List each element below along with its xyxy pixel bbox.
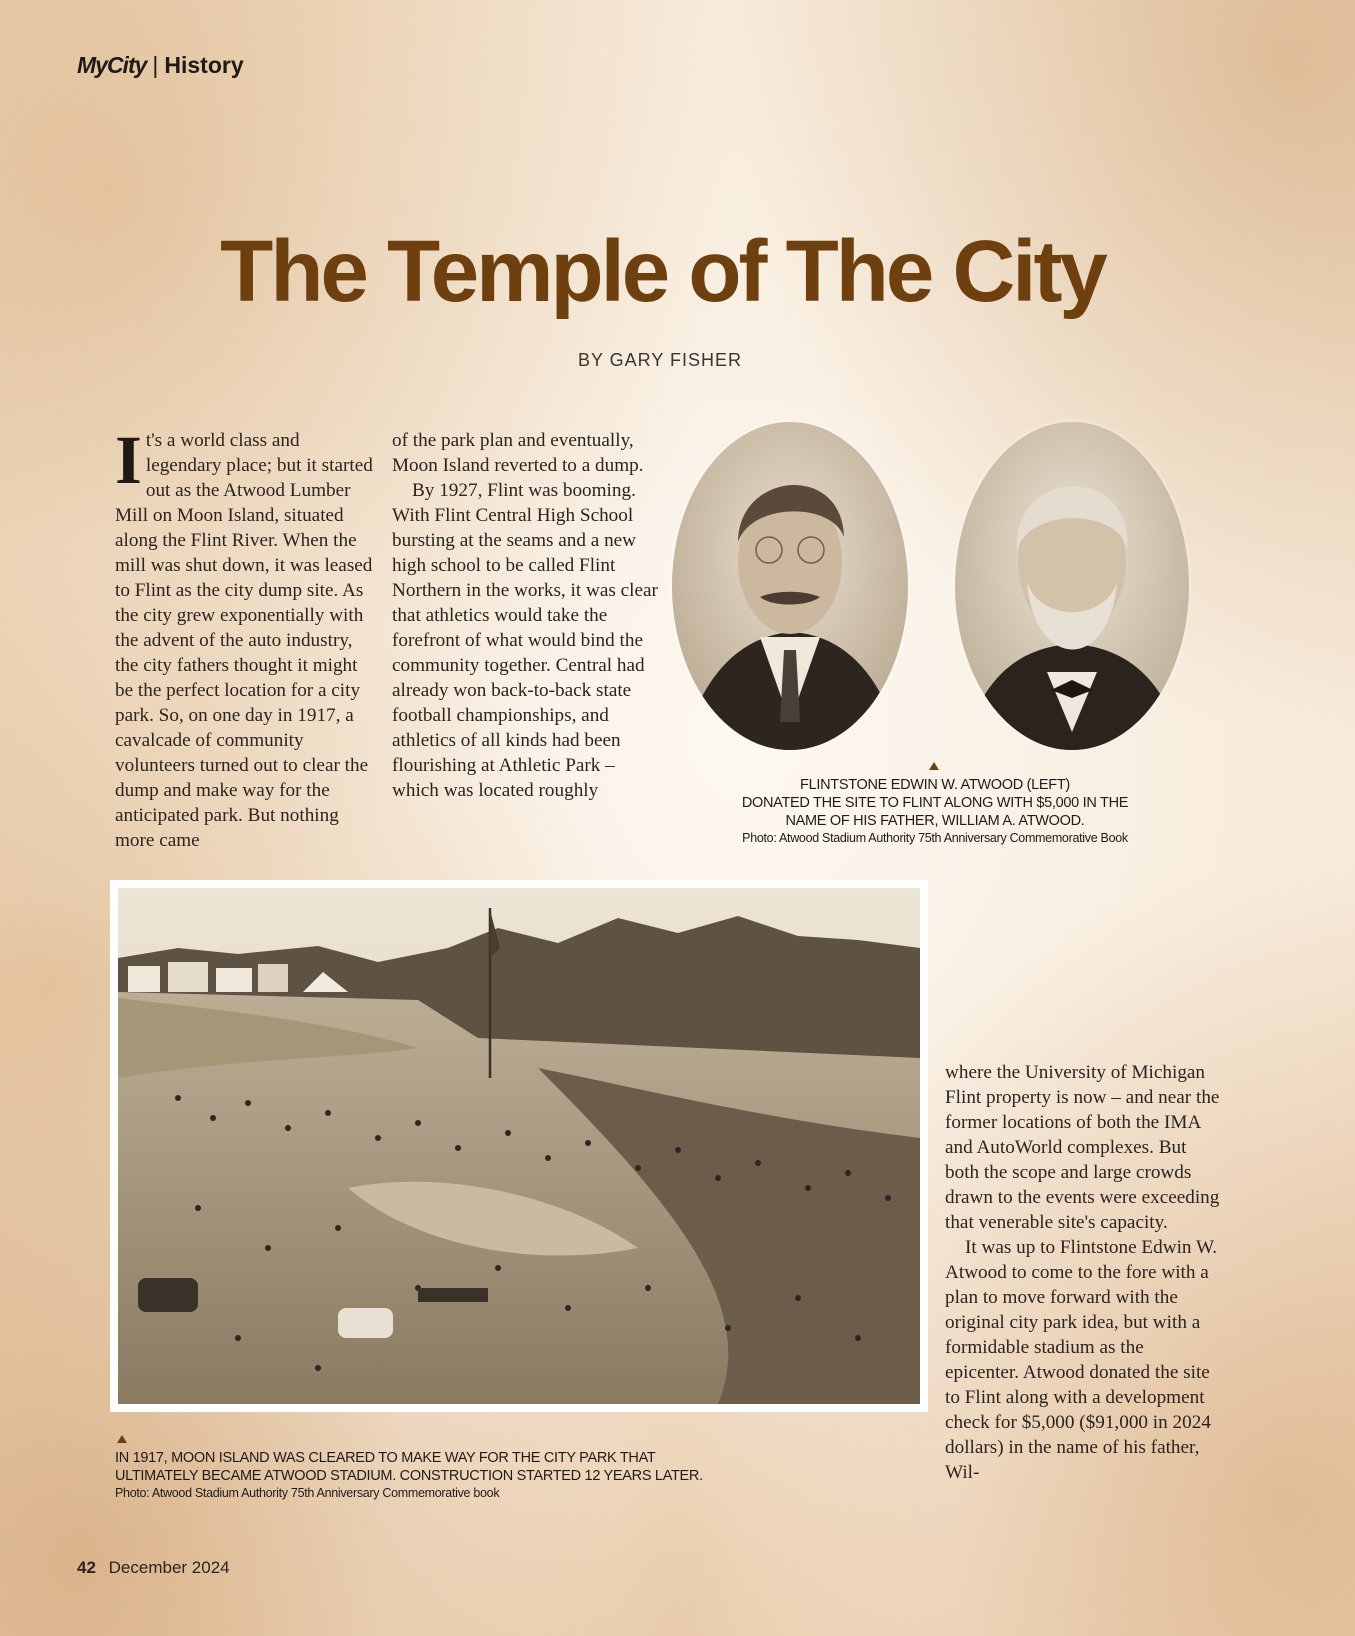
caption-line: IN 1917, MOON ISLAND WAS CLEARED TO MAKE WAY FOR THE CITY PARK THAT xyxy=(115,1450,656,1466)
article-title: The Temple of The City xyxy=(220,223,1105,320)
paragraph: By 1927, Flint was booming. With Flint Central High School bursting at the seams and a new high school to be called Flint Northern in the works, it was clear that athletics would take the forefront of what would bind the community together. Central had already won back-to-back state football championships, and athletics of all kinds had been flourishing at Athletic Park – which was located roughly xyxy=(392,480,658,801)
portrait-caption xyxy=(700,776,1170,847)
article-column-1 xyxy=(115,422,373,853)
article-column-3 xyxy=(945,1060,1220,1485)
page-number: 42 xyxy=(77,1558,96,1577)
masthead xyxy=(77,52,244,79)
issue-date: December 2024 xyxy=(108,1558,230,1577)
portrait-william-image xyxy=(955,422,1189,750)
moon-island-1917-image xyxy=(118,888,920,1404)
section-label: History xyxy=(164,52,244,78)
moon-island-photo xyxy=(110,880,928,1412)
drop-cap: I xyxy=(115,422,142,498)
caption-pointer-icon xyxy=(929,762,939,770)
portrait-william-atwood xyxy=(955,422,1189,750)
paragraph: where the University of Michigan Flint property is now – and near the former locations of both the IMA and AutoWorld complexes. But both the scope and large crowds drawn to the events were exceeding that venerable site's capacity. xyxy=(945,1062,1220,1233)
brand-separator: | xyxy=(152,52,159,78)
brand-logo: MyCity xyxy=(77,52,147,78)
caption-pointer-icon xyxy=(117,1435,127,1443)
photo-credit: Photo: Atwood Stadium Authority 75th Anniversary Commemorative Book xyxy=(742,831,1128,845)
paragraph: t's a world class and legendary place; but it started out as the Atwood Lumber Mill on Moon Island, situated along the Flint River. When the mill was shut down, it was leased to Flint as the city dump site. As the city grew exponentially with the advent of the auto industry, the city fathers thought it might be the perfect location for a city park. So, on one day in 1917, a cavalcade of community volunteers turned out to clear the dump and make way for the anticipated park. But nothing more came xyxy=(115,430,373,851)
byline: BY GARY FISHER xyxy=(577,350,743,370)
photo-caption xyxy=(115,1449,835,1502)
paragraph: It was up to Flintstone Edwin W. Atwood to come to the fore with a plan to move forward with the original city park idea, but with a formidable stadium as the epicenter. Atwood donated the site to Flint along with a development check for $5,000 ($91,000 in 2024 dollars) in the name of his father, Wil- xyxy=(945,1237,1218,1483)
caption-line: DONATED THE SITE TO FLINT ALONG WITH $5,000 IN THE xyxy=(741,795,1129,811)
portrait-edwin-atwood xyxy=(672,422,908,750)
page-footer xyxy=(77,1558,230,1578)
paragraph: of the park plan and eventually, Moon Island reverted to a dump. xyxy=(392,430,644,476)
caption-line: ULTIMATELY BECAME ATWOOD STADIUM. CONSTRUCTION STARTED 12 YEARS LATER. xyxy=(115,1468,703,1484)
article-column-2 xyxy=(392,428,660,803)
photo-credit: Photo: Atwood Stadium Authority 75th Anniversary Commemorative book xyxy=(115,1486,500,1500)
caption-line: NAME OF HIS FATHER, WILLIAM A. ATWOOD. xyxy=(785,813,1085,829)
caption-line: FLINTSTONE EDWIN W. ATWOOD (LEFT) xyxy=(800,777,1070,793)
portrait-edwin-image xyxy=(672,422,908,750)
